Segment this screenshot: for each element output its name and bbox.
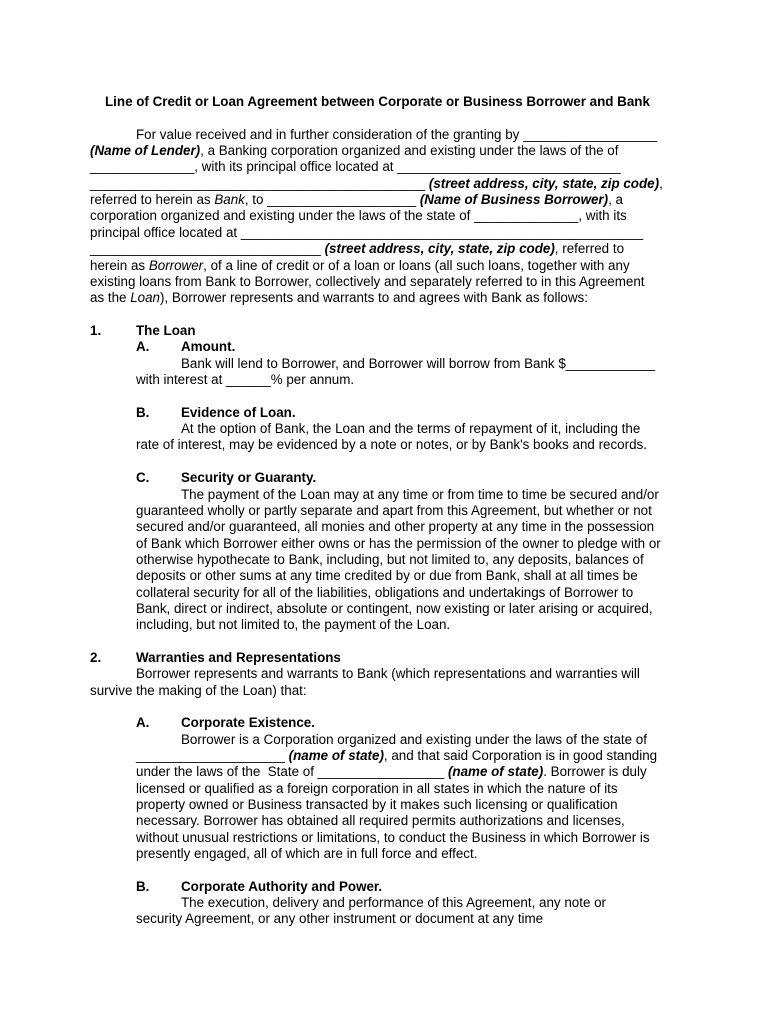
intro-line-9-c: , of a line of credit or of a loan or loans (all such loans, together with any [203, 258, 630, 273]
section-1c-heading: Security or Guaranty. [181, 470, 317, 485]
section-2a-letter: A. [136, 715, 150, 730]
section-2a-line-2-c: , and that said Corporation is in good standing [383, 748, 658, 763]
section-1c-line-1: The payment of the Loan may at any time or from time to time be secured and/or [181, 487, 659, 502]
section-1b-heading: Evidence of Loan. [181, 405, 296, 420]
section-2a-line-6: necessary. Borrower has obtained all required permits authorizations and licenses, [136, 813, 625, 828]
intro-line-11-c: ), Borrower represents and warrants to and agrees with Bank as follows: [160, 290, 588, 305]
section-1c-line-4: of Bank which Borrower either owns or has the permission of the owner to pledge with or [136, 536, 661, 551]
section-1b-letter: B. [136, 405, 150, 420]
section-2a-line-8: presently engaged, all of which are in full force and effect. [136, 846, 478, 861]
section-2a-line-1: Borrower is a Corporation organized and existing under the laws of the state of [181, 732, 647, 747]
section-1a-letter: A. [136, 339, 150, 354]
section-2a-line-2 [136, 748, 657, 764]
intro-line-10: existing loans from Bank to Borrower, collectively and separately referred to in this Agreement [90, 274, 645, 289]
section-1c-line-7: collateral security for all of the liabilities, obligations and undertakings of Borrower to [136, 585, 634, 600]
section-1-number: 1. [90, 323, 102, 338]
intro-line-5-a: referred to herein as [90, 192, 215, 207]
section-2b-line-1: The execution, delivery and performance of this Agreement, any note or [181, 895, 607, 910]
section-1c-line-6: deposits or other sums at any time credited by or due from Bank, shall at all times be [136, 568, 638, 583]
section-2b-line-2: security Agreement, or any other instrument or document at any time [136, 911, 544, 926]
bank-term: Bank [214, 192, 245, 207]
state-blank-2: under the laws of the State of _________________ [136, 764, 448, 779]
section-1c-line-3: secured and/or guaranteed, all monies and other property at any time in the possession [136, 519, 655, 534]
section-2a-line-3-c: . Borrower is duly [543, 764, 647, 779]
intro-line-5-c: , to ____________________ [244, 192, 420, 207]
intro-line-4 [90, 176, 663, 192]
intro-line-4-blank: _____________________________________________ [90, 176, 429, 191]
document-title: Line of Credit or Loan Agreement between Corporate or Business Borrower and Bank [105, 94, 650, 109]
section-2-line-1: Borrower represents and warrants to Bank (which representations and warranties will [136, 666, 640, 681]
intro-line-8-blank: _______________________________ [90, 241, 325, 256]
section-1a-line-2: with interest at ______% per annum. [136, 372, 355, 387]
borrower-address-label: (street address, city, state, zip code) [324, 241, 555, 256]
name-of-lender-label: (Name of Lender) [90, 143, 201, 158]
section-1c-line-2: guaranteed wholly or partly separate and apart from this Agreement, but whether or not [136, 503, 652, 518]
section-2a-line-7: without unusual restrictions or limitations, to conduct the Business in which Borrower is [136, 830, 650, 845]
intro-line-3: ______________, with its principal office located at ______________________________ [90, 159, 621, 174]
section-1c-letter: C. [136, 470, 150, 485]
lender-address-label: (street address, city, state, zip code) [428, 176, 660, 191]
section-2a-heading: Corporate Existence. [181, 715, 315, 730]
intro-line-11 [90, 290, 588, 306]
section-1b-line-1: At the option of Bank, the Loan and the terms of repayment of it, including the [181, 421, 641, 436]
intro-line-1: For value received and in further consideration of the granting by __________________ [136, 127, 658, 142]
section-1b-line-2: rate of interest, may be evidenced by a note or notes, or by Bank's books and records. [136, 437, 647, 452]
intro-line-4-comma: , [659, 176, 663, 191]
section-2-heading: Warranties and Representations [136, 650, 341, 665]
section-2b-heading: Corporate Authority and Power. [181, 879, 383, 894]
section-1c-line-5: otherwise hypothecate to Bank, including, but not limited to, any deposits, balances of [136, 552, 644, 567]
name-of-state-label-2: (name of state) [447, 764, 544, 779]
section-2-line-2: survive the making of the Loan) that: [90, 683, 307, 698]
section-1c-line-8: Bank, direct or indirect, absolute or contingent, now existing or later arising or acquired, [136, 601, 653, 616]
section-2a-line-5: property owned or Business transacted by it makes such licensing or qualification [136, 797, 618, 812]
intro-line-8 [90, 241, 624, 257]
name-of-state-label-1: (name of state) [288, 748, 384, 763]
intro-line-6: corporation organized and existing under the laws of the state of ______________, with its [90, 208, 627, 223]
intro-line-7: principal office located at ______________________________________________________ [90, 225, 644, 240]
section-1a-heading: Amount. [181, 339, 236, 354]
intro-line-5 [90, 192, 623, 208]
intro-line-9 [90, 258, 630, 274]
section-2-number: 2. [90, 650, 102, 665]
intro-line-11-a: as the [90, 290, 131, 305]
section-2a-line-4: licensed or qualified as a foreign corporation in all states in which the nature of its [136, 781, 618, 796]
section-1a-line-1: Bank will lend to Borrower, and Borrower will borrow from Bank $____________ [181, 356, 656, 371]
intro-line-9-a: herein as [90, 258, 149, 273]
intro-line-5-e: , a [608, 192, 623, 207]
borrower-term: Borrower [148, 258, 204, 273]
section-1-heading: The Loan [136, 323, 196, 338]
section-2a-line-3 [136, 764, 647, 780]
intro-line-8-c: , referred to [554, 241, 625, 256]
state-blank-1: ____________________ [136, 748, 289, 763]
section-2b-letter: B. [136, 879, 150, 894]
section-1c-line-9: including, but not limited to, the payment of the Loan. [136, 617, 451, 632]
intro-line-2 [90, 143, 618, 159]
business-borrower-label: (Name of Business Borrower) [419, 192, 609, 207]
intro-line-2-text: , a Banking corporation organized and existing under the laws of the of [200, 143, 619, 158]
loan-term: Loan [130, 290, 160, 305]
